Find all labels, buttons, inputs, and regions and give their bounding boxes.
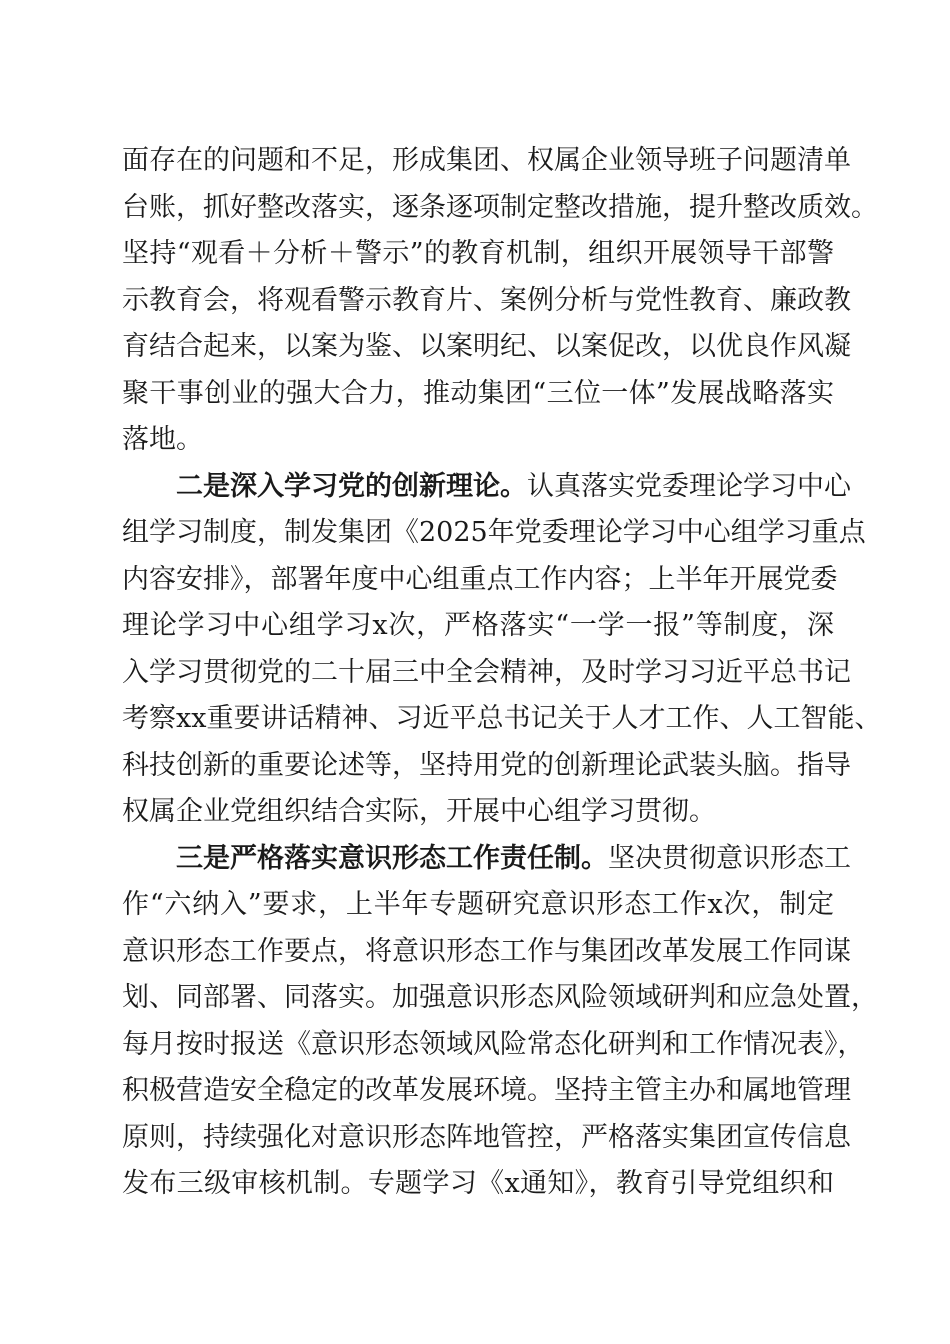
text-line: 发布三级审核机制。专题学习《x通知》，教育引导党组织和 [122, 1168, 834, 1199]
text-line: 积极营造安全稳定的改革发展环境。坚持主管主办和属地管理 [122, 1075, 851, 1106]
text-line: 科技创新的重要论述等，坚持用党的创新理论武装头脑。指导 [122, 749, 851, 781]
paragraph-heading: 二是深入学习党的创新理论。 [176, 470, 527, 502]
text-line: 原则，持续强化对意识形态阵地管控，严格落实集团宣传信息 [122, 1121, 851, 1153]
paragraph-first-line [122, 836, 851, 883]
text-line: 面存在的问题和不足，形成集团、权属企业领导班子问题清单 [122, 145, 851, 176]
text-line: 权属企业党组织结合实际，开展中心组学习贯彻。 [122, 796, 716, 827]
paragraph-2 [122, 464, 882, 836]
text-line: 落地。 [122, 424, 203, 455]
paragraph-3 [122, 836, 878, 1208]
paragraph-heading: 三是严格落实意识形态工作责任制。 [176, 842, 608, 874]
paragraph-text: 认真落实党委理论学习中心 [527, 470, 851, 502]
text-line: 组学习制度，制发集团《2025年党委理论学习中心组学习重点 [122, 517, 866, 548]
text-line: 理论学习中心组学习x次，严格落实“一学一报”等制度，深 [122, 610, 834, 641]
text-line: 育结合起来，以案为鉴、以案明纪、以案促改，以优良作风凝 [122, 331, 851, 362]
text-line: 坚持“观看＋分析＋警示”的教育机制，组织开展领导干部警 [122, 238, 834, 269]
document-body [122, 138, 882, 1208]
text-line: 考察xx重要讲话精神、习近平总书记关于人才工作、人工智能、 [122, 703, 882, 734]
text-line: 示教育会，将观看警示教育片、案例分析与党性教育、廉政教 [122, 284, 851, 316]
text-line: 每月按时报送《意识形态领域风险常态化研判和工作情况表》， [122, 1028, 865, 1060]
text-line: 台账，抓好整改落实，逐条逐项制定整改措施，提升整改质效。 [122, 191, 878, 223]
text-line: 入学习贯彻党的二十届三中全会精神，及时学习习近平总书记 [122, 656, 851, 688]
text-line: 内容安排》，部署年度中心组重点工作内容；上半年开展党委 [122, 563, 838, 595]
text-line: 作“六纳入”要求，上半年专题研究意识形态工作x次，制定 [122, 889, 834, 920]
text-line: 意识形态工作要点，将意识形态工作与集团改革发展工作同谋 [122, 935, 851, 967]
paragraph-1 [122, 138, 878, 464]
text-line: 划、同部署、同落实。加强意识形态风险领域研判和应急处置， [122, 982, 878, 1013]
text-line: 聚干事创业的强大合力，推动集团“三位一体”发展战略落实 [122, 377, 834, 409]
paragraph-first-line [122, 464, 851, 511]
paragraph-text: 坚决贯彻意识形态工 [608, 842, 851, 874]
